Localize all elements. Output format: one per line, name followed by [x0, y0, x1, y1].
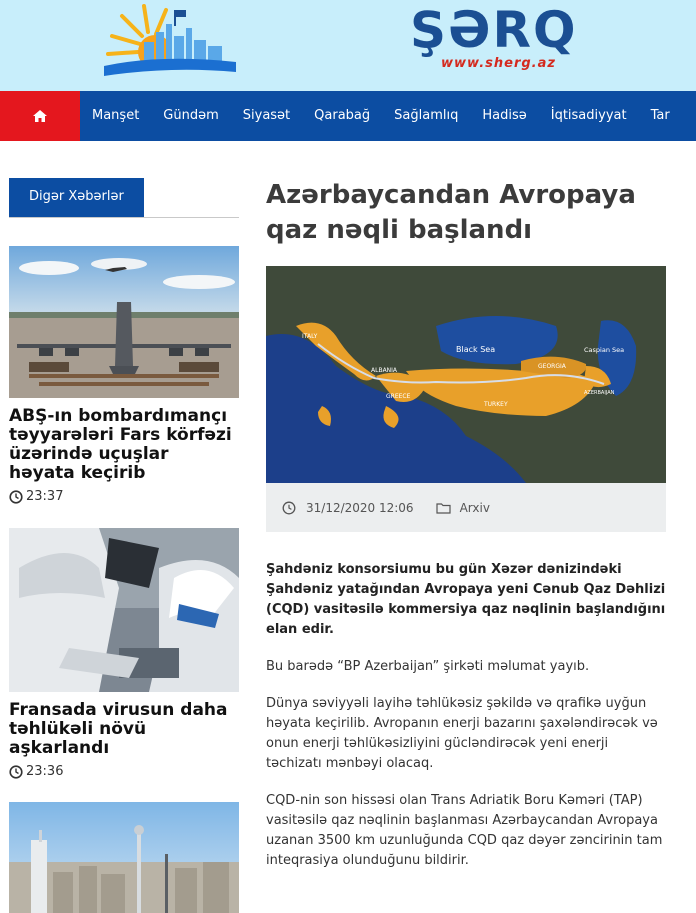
news-card-time-label: 23:37	[26, 489, 64, 504]
map-label-albania: ALBANIA	[371, 367, 398, 374]
site-logo-graphic[interactable]	[100, 2, 240, 80]
sidebar-other-news	[9, 178, 239, 779]
site-brand[interactable]	[410, 2, 610, 74]
map-label-italy: ITALY	[302, 333, 318, 340]
article-title: Azərbaycandan Avropaya qaz nəqli başlandı	[266, 180, 636, 245]
pipeline-route-map	[266, 266, 666, 483]
article-meta	[266, 483, 666, 532]
site-header	[0, 0, 696, 91]
divider	[9, 217, 239, 218]
news-card[interactable]	[9, 528, 239, 779]
article-lead-paragraph: Şahdəniz konsorsiumu bu gün Xəzər dənizindəki Şahdəniz yatağından Avropaya yeni Cənub Qaz Dəhlizi (CQD) vasitəsilə kommersiya qaz nəqlinin başlandığını elan edir.	[266, 562, 666, 637]
nav-item-iqtisadiyyat[interactable]: İqtisadiyyat	[550, 108, 627, 123]
nav-item-manset[interactable]: Manşet	[92, 108, 140, 123]
bomber-aircraft-photo[interactable]	[9, 246, 239, 398]
article-hero-map[interactable]	[266, 266, 666, 483]
nav-item-qarabag[interactable]: Qarabağ	[314, 108, 371, 123]
home-icon	[33, 110, 47, 122]
clock-icon	[9, 765, 23, 779]
article	[266, 178, 666, 868]
news-card-time	[9, 764, 239, 779]
news-card-time	[9, 489, 239, 504]
brand-name: ŞƏRQ	[410, 1, 578, 59]
news-card[interactable]	[9, 802, 239, 913]
article-paragraph: Bu barədə “BP Azerbaijan” şirkəti məlumat yayıb.	[266, 659, 590, 674]
news-card-title[interactable]: Fransada virusun daha təhlükəli növü aşkarlandı	[9, 700, 228, 758]
map-label-caspian-sea: Caspian Sea	[584, 346, 625, 354]
nav-item-gundem[interactable]: Gündəm	[163, 108, 219, 123]
nav-item-siyaset[interactable]: Siyasət	[242, 108, 291, 123]
city-skyline-photo[interactable]	[9, 802, 239, 913]
lab-protective-suits-photo[interactable]	[9, 528, 239, 692]
clock-icon	[9, 490, 23, 504]
map-label-turkey: TURKEY	[484, 401, 508, 408]
map-label-greece: GREECE	[386, 393, 411, 400]
nav-item-saglamliq[interactable]: Sağlamlıq	[394, 108, 459, 123]
sidebar-section-label[interactable]: Digər Xəbərlər	[9, 178, 144, 217]
news-card-time-label: 23:36	[26, 764, 64, 779]
news-card[interactable]	[9, 246, 239, 504]
nav-home-button[interactable]	[0, 91, 80, 141]
map-label-azerbaijan: AZERBAIJAN	[584, 390, 615, 396]
article-date: 31/12/2020 12:06	[306, 500, 414, 515]
article-category-link[interactable]: Arxiv	[459, 500, 490, 515]
article-body	[266, 560, 666, 888]
clock-icon	[282, 501, 296, 515]
main-navigation	[0, 91, 696, 141]
article-paragraph: Dünya səviyyəli layihə təhlükəsiz şəkildə və qrafikə uyğun həyata keçirilib. Avropanın enerji bazarını şaxələndirəcək və onun enerji təhlükəsizliyini gücləndirəcək yeni enerji təchizatı mənbəyi olacaq.	[266, 696, 658, 771]
news-card-title[interactable]: ABŞ-ın bombardımançı təyyarələri Fars körfəzi üzərində uçuşlar həyata keçirib	[9, 406, 232, 483]
nav-item-hadise[interactable]: Hadisə	[482, 108, 527, 123]
nav-item-tarix[interactable]: Tar	[650, 108, 670, 123]
brand-url: www.sherg.az	[441, 56, 556, 71]
folder-icon	[436, 502, 451, 514]
map-label-black-sea: Black Sea	[456, 345, 496, 354]
article-paragraph: CQD-nin son hissəsi olan Trans Adriatik Boru Kəməri (TAP) vasitəsilə qaz nəqlinin başlanması Azərbaycandan Avropaya uzanan 3500 km uzunluğunda CQD qaz dəyər zəncirinin tam inteqrasiya olunduğunu bildirir.	[266, 793, 663, 868]
map-label-georgia: GEORGIA	[538, 363, 566, 370]
